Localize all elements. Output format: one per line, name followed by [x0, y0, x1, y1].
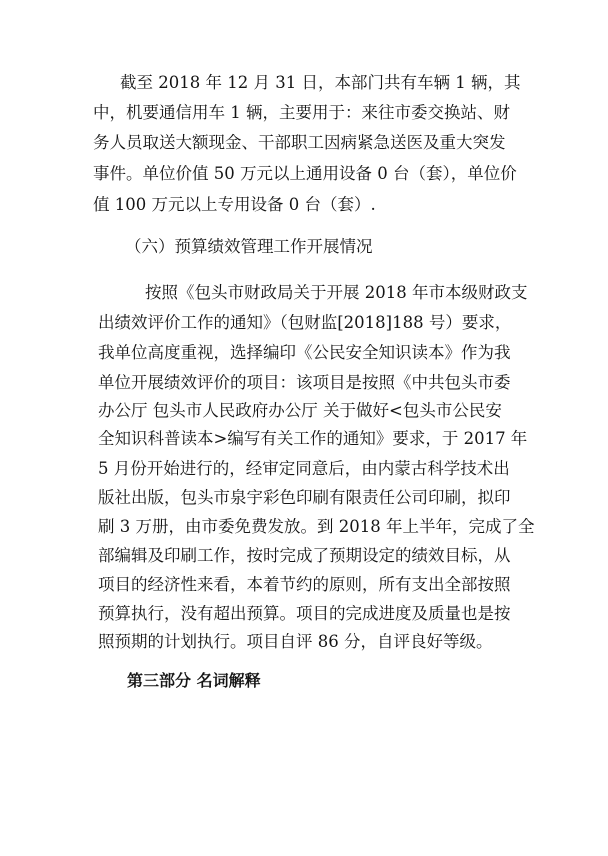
- paragraph1-line-4: 事件。单位价值 50 万元以上通用设备 0 台（套），单位价: [93, 164, 517, 183]
- paragraph2-line-5: 办公厅 包头市人民政府办公厅 关于做好<包头市公民安: [98, 401, 502, 420]
- section-heading: （六）预算绩效管理工作开展情况: [125, 237, 373, 256]
- paragraph2-line-13: 照预期的计划执行。项目自评 86 分，自评良好等级。: [98, 632, 493, 651]
- paragraph2-line-8: 版社出版，包头市泉宇彩色印刷有限责任公司印刷，拟印: [98, 488, 511, 507]
- paragraph2-line-11: 项目的经济性来看，本着节约的原则，所有支出全部按照: [98, 575, 511, 594]
- paragraph2-line-9: 刷 3 万册，由市委免费发放。到 2018 年上半年，完成了全: [98, 517, 535, 536]
- paragraph2-line-3: 我单位高度重视，选择编印《公民安全知识读本》作为我: [98, 343, 511, 362]
- paragraph2-line-10: 部编辑及印刷工作，按时完成了预期设定的绩效目标，从: [98, 546, 511, 565]
- paragraph1-line-5: 值 100 万元以上专用设备 0 台（套）.: [93, 195, 376, 214]
- paragraph1-line-2: 中，机要通信用车 1 辆，主要用于：来往市委交换站、财: [93, 103, 510, 122]
- paragraph2-line-1: 按照《包头市财政局关于开展 2018 年市本级财政支: [145, 283, 528, 302]
- paragraph2-line-7: 5 月份开始进行的，经审定同意后，由内蒙古科学技术出: [98, 459, 510, 478]
- paragraph1-line-3: 务人员取送大额现金、干部职工因病紧急送医及重大突发: [93, 133, 506, 152]
- paragraph1-line-1: 截至 2018 年 12 月 31 日，本部门共有车辆 1 辆，其: [120, 73, 521, 92]
- paragraph2-line-12: 预算执行，没有超出预算。项目的完成进度及质量也是按: [98, 604, 511, 623]
- part-heading: 第三部分 名词解释: [127, 671, 261, 690]
- paragraph2-line-6: 全知识科普读本>编写有关工作的通知》要求，于 2017 年: [98, 429, 528, 448]
- paragraph2-line-2: 出绩效评价工作的通知》（包财监[2018]188 号）要求，: [98, 313, 512, 332]
- paragraph2-line-4: 单位开展绩效评价的项目：该项目是按照《中共包头市委: [98, 373, 511, 392]
